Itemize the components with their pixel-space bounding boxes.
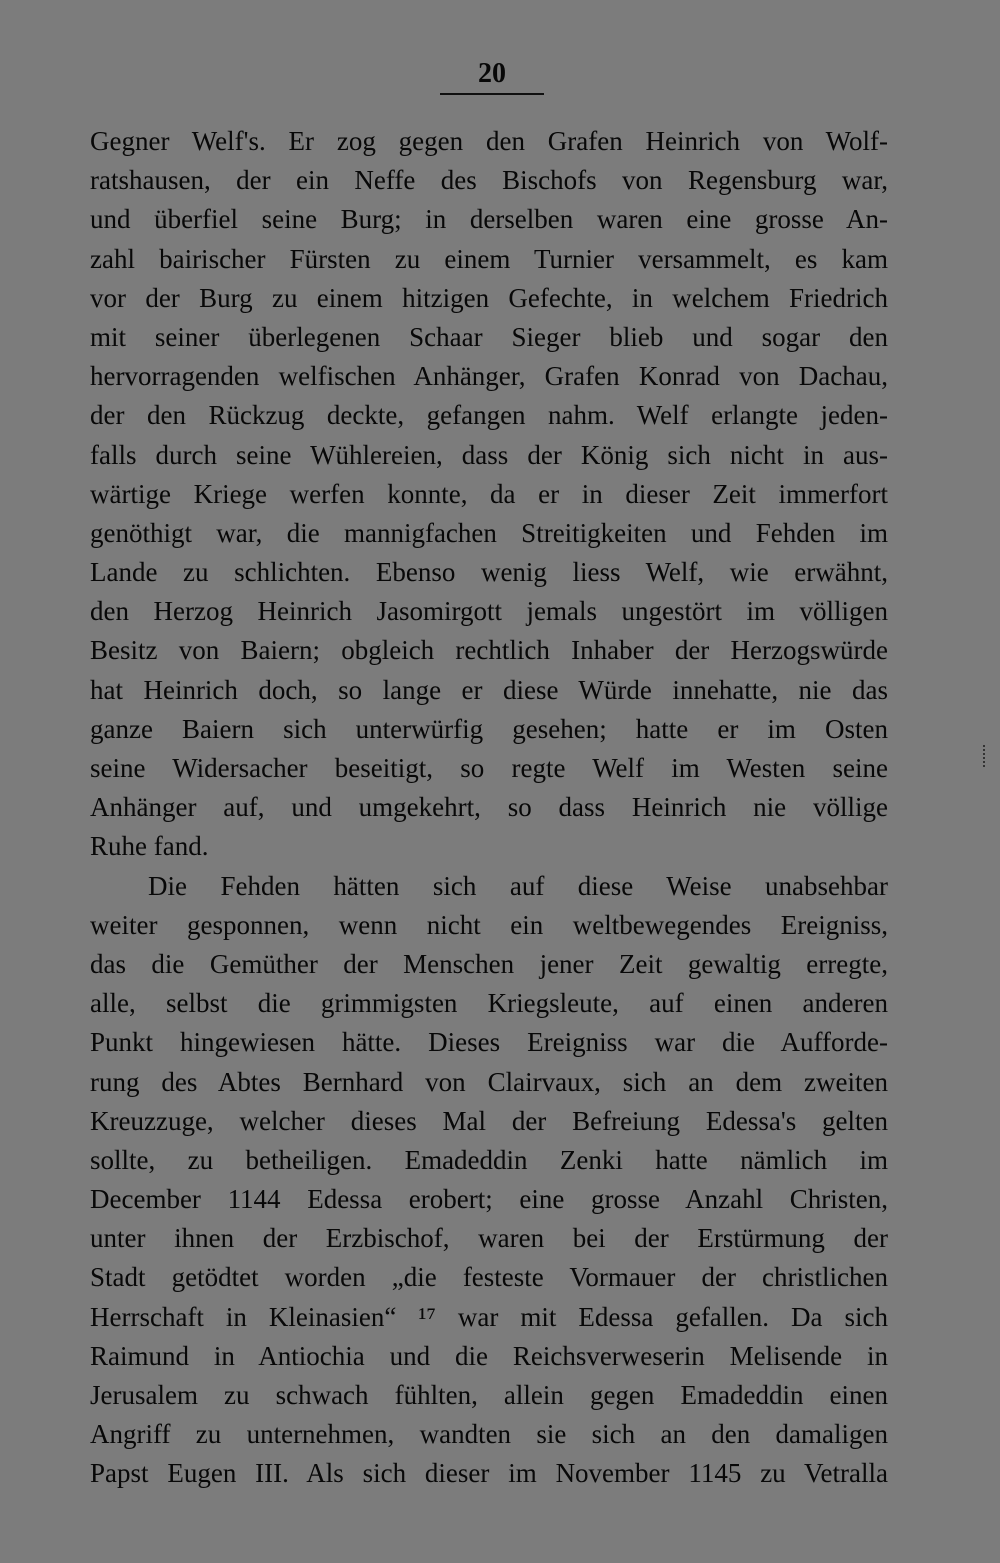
body-text: [90, 122, 888, 1494]
text-line: December 1144 Edessa erobert; eine grosse Anzahl Christen,: [90, 1184, 888, 1215]
margin-mark: [983, 745, 988, 767]
text-line: unter ihnen der Erzbischof, waren bei der Erstürmung der: [90, 1223, 888, 1254]
text-line: sollte, zu betheiligen. Emadeddin Zenki hatte nämlich im: [90, 1144, 888, 1175]
text-line: Lande zu schlichten. Ebenso wenig liess Welf, wie erwähnt,: [90, 557, 888, 588]
text-line: alle, selbst die grimmigsten Kriegsleute, auf einen anderen: [90, 988, 888, 1019]
text-line: rung des Abtes Bernhard von Clairvaux, sich an dem zweiten: [90, 1066, 888, 1097]
text-line: und überfiel seine Burg; in derselben waren eine grosse An-: [90, 204, 888, 235]
text-line: der den Rückzug deckte, gefangen nahm. Welf erlangte jeden-: [90, 400, 888, 431]
text-line: Besitz von Baiern; obgleich rechtlich Inhaber der Herzogswürde: [90, 635, 888, 666]
text-line: Punkt hingewiesen hätte. Dieses Ereigniss war die Aufforde-: [90, 1027, 888, 1058]
text-line: genöthigt war, die mannigfachen Streitigkeiten und Fehden im: [90, 517, 888, 548]
text-line: hervorragenden welfischen Anhänger, Grafen Konrad von Dachau,: [90, 361, 888, 392]
text-line: ratshausen, der ein Neffe des Bischofs von Regensburg war,: [90, 165, 888, 196]
text-line: Raimund in Antiochia und die Reichsverweserin Melisende in: [90, 1340, 888, 1371]
text-line: seine Widersacher beseitigt, so regte Welf im Westen seine: [90, 753, 888, 783]
text-line: Gegner Welf's. Er zog gegen den Grafen Heinrich von Wolf-: [90, 126, 888, 156]
text-line: Angriff zu unternehmen, wandten sie sich an den damaligen: [90, 1419, 888, 1450]
text-line: mit seiner überlegenen Schaar Sieger blieb und sogar den: [90, 321, 888, 352]
text-line: zahl bairischer Fürsten zu einem Turnier versammelt, es kam: [90, 243, 888, 274]
text-line: Anhänger auf, und umgekehrt, so dass Heinrich nie völlige: [90, 792, 888, 823]
text-line: Kreuzzuge, welcher dieses Mal der Befreiung Edessa's gelten: [90, 1105, 888, 1136]
paragraph-start-line: Die Fehden hätten sich auf diese Weise unabsehbar: [148, 870, 888, 901]
text-line: ganze Baiern sich unterwürfig gesehen; hatte er im Osten: [90, 713, 888, 744]
text-line: Papst Eugen III. Als sich dieser im November 1145 zu Vetralla: [90, 1458, 888, 1489]
text-line: Stadt getödtet worden „die festeste Vormauer der christlichen: [90, 1262, 888, 1293]
text-line: falls durch seine Wühlereien, dass der König sich nicht in aus-: [90, 439, 888, 470]
paragraph-end-line: Ruhe fand.: [90, 831, 209, 862]
text-line: vor der Burg zu einem hitzigen Gefechte, in welchem Friedrich: [90, 282, 888, 313]
text-line: Herrschaft in Kleinasien“ ¹⁷ war mit Edessa gefallen. Da sich: [90, 1301, 888, 1332]
text-line: hat Heinrich doch, so lange er diese Würde innehatte, nie das: [90, 674, 888, 705]
text-line: das die Gemüther der Menschen jener Zeit gewaltig erregte,: [90, 948, 888, 979]
page-number-rule: [440, 93, 544, 95]
page-number: 20: [478, 58, 506, 89]
text-line: weiter gesponnen, wenn nicht ein weltbewegendes Ereigniss,: [90, 909, 888, 940]
text-line: den Herzog Heinrich Jasomirgott jemals ungestört im völligen: [90, 596, 888, 627]
text-line: wärtige Kriege werfen konnte, da er in dieser Zeit immerfort: [90, 478, 888, 509]
text-line: Jerusalem zu schwach fühlten, allein gegen Emadeddin einen: [90, 1380, 888, 1410]
